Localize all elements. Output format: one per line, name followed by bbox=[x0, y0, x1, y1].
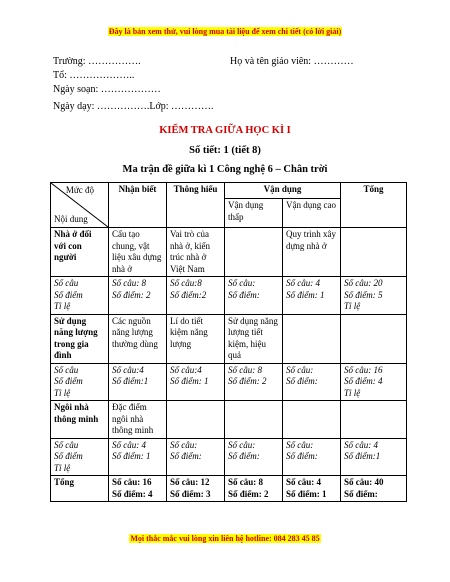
low-stats-cell bbox=[225, 363, 283, 401]
prep-date-line: Ngày soạn: ……………… bbox=[53, 84, 161, 95]
stat-value: Số câu: bbox=[286, 439, 314, 450]
stat-value: Số điểm: 2 bbox=[228, 376, 267, 386]
total-understand-cell bbox=[167, 476, 225, 502]
know-cell: Cấu tạo chung, vật liệu xâu dựng nhà ở bbox=[109, 228, 167, 277]
stat-value: Số điểm: 1 bbox=[286, 488, 327, 499]
corner-cell bbox=[51, 183, 109, 228]
matrix-table bbox=[50, 182, 407, 502]
apply-high-cell bbox=[283, 314, 341, 363]
understand-cell bbox=[167, 401, 225, 439]
stat-value: Số câu: 8 bbox=[112, 278, 146, 288]
stats-label: Tỉ lệ bbox=[54, 387, 71, 398]
stat-value: Số câu:4 bbox=[112, 364, 144, 375]
know-cell: Đặc điểm ngôi nhà thông minh bbox=[109, 401, 167, 439]
stat-value: Số câu: bbox=[170, 439, 198, 450]
stat-value: Số câu:4 bbox=[170, 364, 202, 375]
topic-cell: Nhà ở đối với con người bbox=[51, 228, 109, 277]
col-understand-header: Thông hiểu bbox=[167, 183, 225, 228]
stats-row bbox=[51, 363, 407, 401]
hotline-banner bbox=[0, 534, 450, 543]
stat-value: Số điểm: 1 bbox=[112, 451, 151, 461]
low-stats-cell bbox=[225, 277, 283, 315]
stats-row bbox=[51, 277, 407, 315]
stats-label-cell bbox=[51, 438, 109, 476]
stat-value: Số điểm: 1 bbox=[170, 376, 209, 386]
table-row bbox=[51, 401, 407, 439]
know-cell: Các nguồn năng lượng thường dùng bbox=[109, 314, 167, 363]
stat-value: Số câu: 8 bbox=[228, 477, 264, 487]
stats-label: Số câu bbox=[54, 278, 79, 288]
stats-label: Số điểm bbox=[54, 376, 83, 386]
stat-value: Số câu: 4 bbox=[344, 439, 378, 450]
stat-value: Số điểm: 5 bbox=[344, 289, 383, 300]
apply-low-cell: Sử dụng năng lượng tiết kiệm, hiệu quả bbox=[225, 314, 283, 363]
stat-value: Tỉ lệ bbox=[344, 301, 361, 311]
stats-label-cell bbox=[51, 277, 109, 315]
col-apply-low-header: Vận dụng thấp bbox=[225, 199, 283, 228]
understand-cell: Vai trò của nhà ở, kiến trúc nhà ở Việt Nam bbox=[167, 228, 225, 277]
stats-label-cell bbox=[51, 363, 109, 401]
topic-cell: Sử dụng năng lượng trong gia đình bbox=[51, 314, 109, 363]
teach-date-line: Ngày dạy: …………….Lớp: …………. bbox=[53, 101, 214, 112]
col-total-header: Tổng bbox=[341, 183, 407, 228]
corner-bottom-label: Nội dung bbox=[54, 213, 88, 224]
stat-value: Số câu: 4 bbox=[286, 278, 320, 288]
apply-high-cell bbox=[283, 401, 341, 439]
high-stats-cell bbox=[283, 438, 341, 476]
stat-value: Số câu: bbox=[228, 278, 256, 288]
understand-stats-cell bbox=[167, 277, 225, 315]
stat-value: Số điểm:1 bbox=[112, 376, 149, 386]
stat-value: Số điểm: bbox=[228, 451, 260, 461]
stat-value: Số điểm:1 bbox=[344, 451, 381, 461]
stats-label: Tỉ lệ bbox=[54, 301, 71, 311]
stats-row bbox=[51, 438, 407, 476]
stat-value: Số câu: 12 bbox=[170, 477, 210, 487]
col-know-header: Nhận biết bbox=[109, 183, 167, 228]
exam-title: KIỂM TRA GIỮA HỌC KÌ I bbox=[159, 125, 291, 136]
stat-value: Số điểm: bbox=[286, 451, 318, 461]
stat-value: Số điểm: 3 bbox=[170, 488, 211, 499]
table-row bbox=[51, 314, 407, 363]
stat-value: Số điểm: bbox=[228, 289, 260, 300]
total-total-cell bbox=[341, 476, 407, 502]
stat-value: Số câu: 4 bbox=[286, 477, 322, 487]
stat-value: Số câu: 16 bbox=[112, 477, 152, 487]
total-stats-cell bbox=[341, 277, 407, 315]
period-line: Số tiết: 1 (tiết 8) bbox=[189, 145, 261, 156]
hotline-banner-text: Mọi thắc mắc vui lòng xin liên hệ hotline: 084 283 45 85 bbox=[130, 534, 320, 543]
stat-value: Số điểm: 2 bbox=[228, 488, 269, 499]
stat-value: Số điểm:2 bbox=[170, 289, 207, 300]
stat-value: Số điểm: 1 bbox=[286, 289, 325, 300]
stat-value: Số câu: 16 bbox=[344, 364, 383, 375]
apply-high-cell: Quy trình xây dựng nhà ở bbox=[283, 228, 341, 277]
matrix-title: Ma trận đề giữa kì 1 Công nghệ 6 – Chân trời bbox=[122, 164, 328, 175]
stats-label: Số điểm bbox=[54, 451, 83, 461]
total-cell bbox=[341, 314, 407, 363]
total-row bbox=[51, 476, 407, 502]
know-stats-cell bbox=[109, 277, 167, 315]
stat-value: Số câu: 40 bbox=[344, 477, 384, 487]
total-label-cell: Tổng bbox=[51, 476, 109, 502]
stats-label: Số câu bbox=[54, 364, 79, 375]
low-stats-cell bbox=[225, 438, 283, 476]
total-know-cell bbox=[109, 476, 167, 502]
teacher-line: Họ và tên giáo viên: ………… bbox=[230, 56, 354, 67]
total-cell bbox=[341, 401, 407, 439]
understand-stats-cell bbox=[167, 363, 225, 401]
col-apply-high-header: Vận dụng cao bbox=[283, 199, 341, 228]
stats-label: Tỉ lệ bbox=[54, 462, 71, 473]
stat-value: Số điểm: 4 bbox=[112, 488, 153, 499]
school-line: Trường: ……………. bbox=[53, 56, 141, 67]
stat-value: Số câu: 4 bbox=[112, 439, 146, 450]
stat-value: Số điểm: 4 bbox=[344, 376, 383, 386]
total-high-cell bbox=[283, 476, 341, 502]
total-stats-cell bbox=[341, 363, 407, 401]
col-apply-header: Vận dụng bbox=[225, 183, 341, 199]
group-line: Tổ: ……………….. bbox=[53, 70, 135, 81]
stat-value: Số câu: bbox=[286, 364, 314, 375]
stat-value: Số điểm: bbox=[344, 488, 378, 499]
stat-value: Tỉ lệ bbox=[344, 387, 361, 398]
understand-stats-cell bbox=[167, 438, 225, 476]
stat-value: Số điểm: bbox=[286, 376, 318, 386]
high-stats-cell bbox=[283, 277, 341, 315]
stat-value: Số câu: 20 bbox=[344, 278, 383, 288]
header-row bbox=[51, 183, 407, 199]
know-stats-cell bbox=[109, 363, 167, 401]
preview-banner bbox=[0, 27, 450, 36]
stat-value: Số câu:8 bbox=[170, 278, 202, 288]
understand-cell: Lí do tiết kiệm năng lượng bbox=[167, 314, 225, 363]
apply-low-cell bbox=[225, 228, 283, 277]
apply-low-cell bbox=[225, 401, 283, 439]
stat-value: Số điểm: 2 bbox=[112, 289, 151, 300]
preview-banner-text: Đây là bản xem thử, vui lòng mua tài liệu để xem chi tiết (có lời giải) bbox=[108, 27, 342, 36]
corner-top-label: Mức độ bbox=[65, 185, 94, 195]
stats-label: Số điểm bbox=[54, 289, 83, 300]
stat-value: Số điểm: bbox=[170, 451, 202, 461]
high-stats-cell bbox=[283, 363, 341, 401]
stat-value: Số câu: bbox=[228, 439, 256, 450]
total-low-cell bbox=[225, 476, 283, 502]
total-stats-cell bbox=[341, 438, 407, 476]
total-cell bbox=[341, 228, 407, 277]
know-stats-cell bbox=[109, 438, 167, 476]
stats-label: Số câu bbox=[54, 439, 79, 450]
topic-cell: Ngôi nhà thông minh bbox=[51, 401, 109, 439]
table-row bbox=[51, 228, 407, 277]
stat-value: Số câu: 8 bbox=[228, 364, 262, 375]
